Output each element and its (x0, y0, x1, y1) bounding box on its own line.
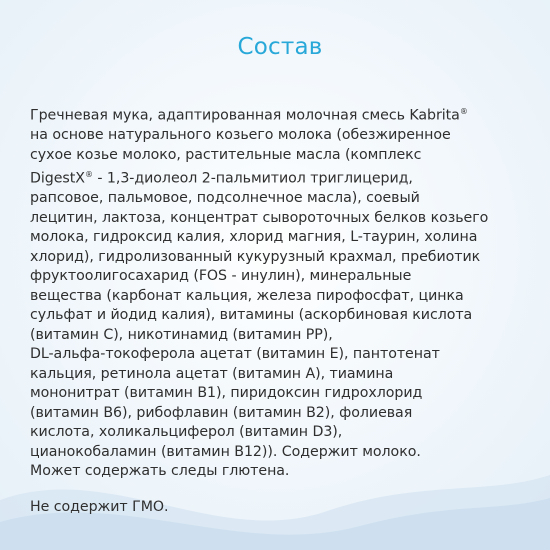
ingredients-line-12: (витамин С), никотинамид (витамин РР), (30, 326, 333, 343)
ingredients-line-5: рапсовое, пальмовое, подсолнечное масла), соевый (30, 190, 420, 207)
registered-mark: ® (84, 170, 93, 180)
ingredients-line-2: на основе натурального козьего молока (обезжиренное (30, 127, 451, 144)
ingredients-line-18: цианокобаламин (витамин В12)). Содержит молоко. (30, 443, 421, 460)
ingredients-line-17: кислота, холикальциферол (витамин D3), (30, 424, 343, 441)
page-title: Состав (237, 34, 323, 60)
registered-mark: ® (459, 107, 468, 116)
ingredients-line-6: лецитин, лактоза, концентрат сывороточных белков козьего (30, 209, 489, 226)
ingredients-text (30, 102, 530, 482)
ingredients-line-14: кальция, ретинола ацетат (витамин А), тиамина (30, 365, 394, 382)
ingredients-line-text: - 1,3-диолеол 2-пальмитиол триглицерид, (92, 170, 413, 187)
ingredients-line-13: DL-альфа-токоферола ацетат (витамин Е), пантотенат (30, 346, 440, 363)
ingredients-line-19: Может содержать следы глютена. (30, 463, 290, 480)
digestx-label: DigestX (30, 170, 85, 187)
ingredients-line-8: хлорид), гидролизованный кукурузный крахмал, пребиотик (30, 248, 481, 265)
ingredients-line-11: сульфат и йодид калия), витамины (аскорбиновая кислота (30, 307, 473, 324)
ingredients-line-3: сухое козье молоко, растительные масла (комплекс (30, 146, 422, 163)
ingredients-line-4 (30, 165, 530, 189)
ingredients-line-10: вещества (карбонат кальция, железа пирофосфат, цинка (30, 287, 464, 304)
ingredients-line-9: фруктоолигосахарид (FOS - инулин), минеральные (30, 268, 412, 285)
gmo-note: Не содержит ГМО. (30, 498, 169, 515)
ingredients-line-7: молока, гидроксид калия, хлорид магния, L-таурин, холина (30, 229, 478, 246)
ingredients-line-15: мононитрат (витамин В1), пиридоксин гидрохлорид (30, 385, 423, 402)
ingredients-line-text: Гречневая мука, адаптированная молочная смесь Kabrita (30, 107, 460, 124)
ingredients-line-16: (витамин В6), рибофлавин (витамин В2), фолиевая (30, 404, 413, 421)
ingredients-line-1 (30, 102, 530, 126)
composition-panel (30, 34, 530, 517)
